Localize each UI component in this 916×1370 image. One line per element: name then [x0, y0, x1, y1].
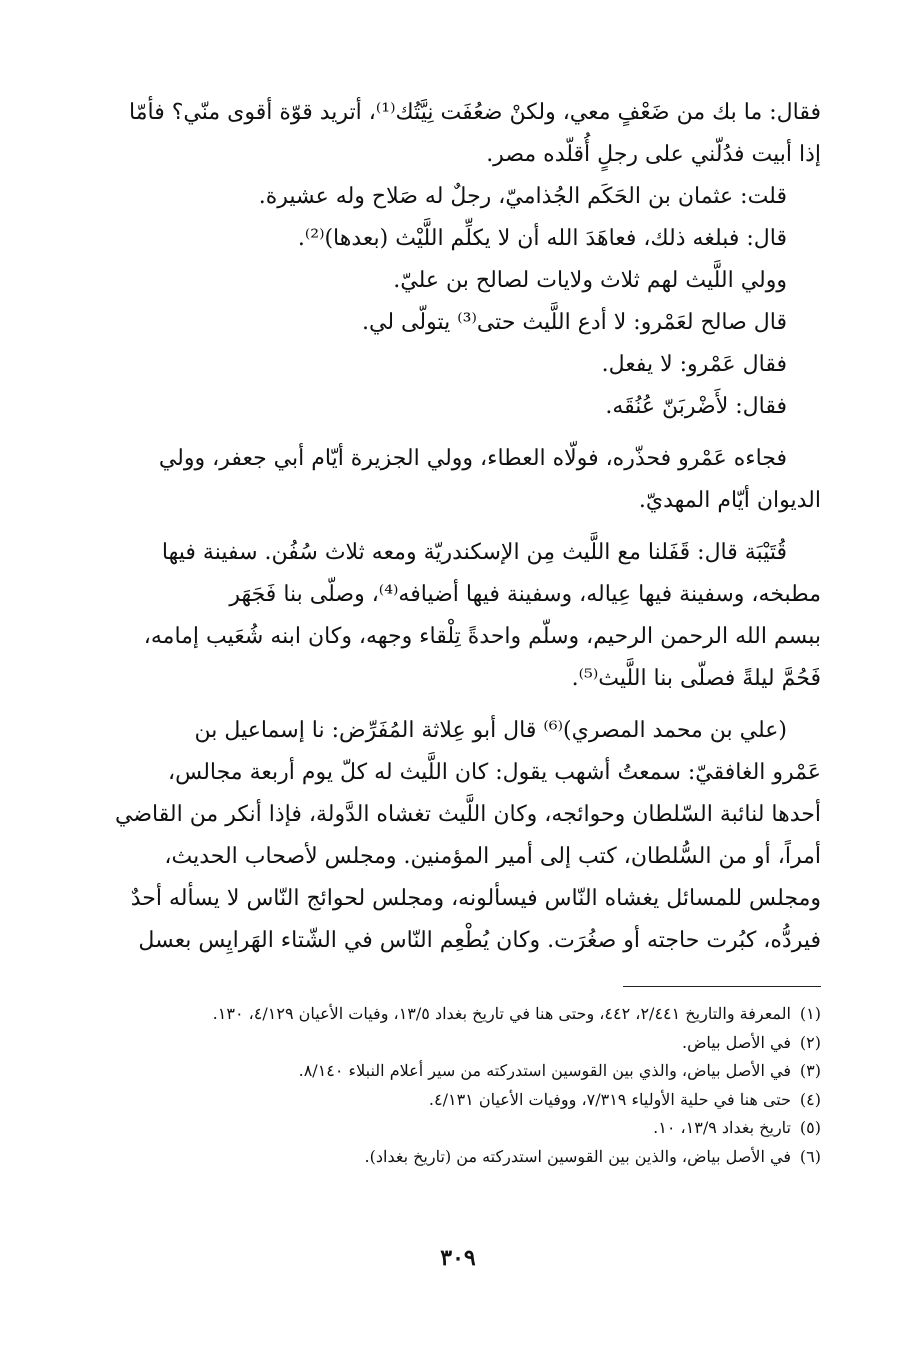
text-line: قال صالح لعَمْرو: لا أدع اللَّيث حتى⁽³⁾ يتولّى لي.	[362, 310, 787, 335]
text-line: قلت: عثمان بن الحَكَم الجُذاميّ، رجلٌ له صَلاح وله عشيرة.	[258, 184, 787, 209]
footnote	[96, 1029, 821, 1058]
text-line: إذا أبيت فدُلّني على رجلٍ أُقلّده مصر.	[486, 142, 821, 167]
text-line: فقال: ما بك من ضَعْفٍ معي، ولكنْ ضعُفَت نِيَّتُك⁽¹⁾، أتريد قوّة أقوى منّي؟ فأمّا	[129, 100, 821, 125]
footnote	[96, 1000, 821, 1029]
footnote-text: في الأصل بياض.	[681, 1032, 791, 1052]
text-line: قُتَيْبَة قال: قَفَلنا مع اللَّيث مِن الإسكندريّة ومعه ثلاث سُفُن. سفينة فيها	[161, 540, 787, 565]
page-number: ٣٠٩	[440, 1245, 476, 1271]
main-text	[96, 92, 821, 962]
footnote-number: (٥)	[799, 1118, 821, 1137]
footnote-number: (١)	[799, 1004, 821, 1023]
footnote-number: (٤)	[799, 1089, 821, 1109]
footnote-text: المعرفة والتاريخ ٢/٤٤١، ٤٤٢، وحتى هنا في تاريخ بغداد ١٣/٥، وفيات الأعيان ٤/١٢٩، ١٣٠.	[212, 1004, 791, 1023]
text-line: ببسم الله الرحمن الرحيم، وسلّم واحدةً تِلْقاء وجهه، وكان ابنه شُعَيب إمامه،	[143, 624, 821, 649]
footnote-number: (٣)	[799, 1061, 821, 1080]
text-line: قال: فبلغه ذلك، فعاهَدَ الله أن لا يكلِّم اللَّيْث (بعدها)⁽²⁾.	[297, 226, 787, 251]
footnote-text: في الأصل بياض، والذي بين القوسين استدركته من سير أعلام النبلاء ٨/١٤٠.	[298, 1061, 791, 1080]
text-line: أمراً، أو من السُّلطان، كتب إلى أمير المؤمنين. ومجلس لأصحاب الحديث،	[164, 844, 821, 869]
footnote	[96, 1057, 821, 1086]
text-line: عَمْرو الغافقيّ: سمعتُ أشهب يقول: كان اللَّيث له كلّ يوم أربعة مجالس،	[168, 760, 821, 785]
text-line: مطبخه، وسفينة فيها عِياله، وسفينة فيها أضيافه⁽⁴⁾، وصلّى بنا فَجَهَر	[229, 582, 821, 607]
text-line: الديوان أيّام المهديّ.	[638, 488, 821, 513]
footnote-text: في الأصل بياض، والذين بين القوسين استدركته من (تاريخ بغداد).	[364, 1146, 791, 1166]
footnote-separator	[623, 986, 821, 987]
footnote-number: (٢)	[799, 1032, 821, 1052]
text-line: فيردُّه، كبُرت حاجته أو صغُرَت. وكان يُطْعِم النّاس في الشّتاء الهَرايِس بعسل	[138, 928, 821, 953]
footnote-text: تاريخ بغداد ١٣/٩، ١٠.	[653, 1118, 791, 1137]
footnote	[96, 1114, 821, 1143]
footnote-number: (٦)	[799, 1146, 821, 1166]
text-line: أحدها لنائبة السّلطان وحوائجه، وكان اللَّيث تغشاه الدَّولة، فإذا أنكر من القاضي	[115, 802, 821, 827]
text-line: فقال عَمْرو: لا يفعل.	[601, 352, 787, 377]
footnote	[96, 1086, 821, 1115]
text-line: ومجلس للمسائل يغشاه النّاس فيسألونه، ومجلس لحوائج النّاس لا يسأله أحدٌ	[130, 886, 821, 911]
text-line: (علي بن محمد المصري)⁽⁶⁾ قال أبو عِلاثة المُفَرِّض: نا إسماعيل بن	[194, 718, 787, 743]
footnotes	[96, 1000, 821, 1171]
footnote-text: حتى هنا في حلية الأولياء ٧/٣١٩، ووفيات الأعيان ٤/١٣١.	[428, 1089, 791, 1109]
text-line: فقال: لأَضْربَنّ عُنُقَه.	[605, 394, 787, 419]
text-line: وولي اللَّيث لهم ثلاث ولايات لصالح بن عليّ.	[393, 268, 787, 293]
text-line: فجاءه عَمْرو فحذّره، فولّاه العطاء، وولي الجزيرة أيّام أبي جعفر، وولي	[158, 446, 787, 471]
footnote	[96, 1143, 821, 1172]
text-line: فَحُمَّ ليلةً فصلّى بنا اللَّيث⁽⁵⁾.	[571, 666, 821, 691]
